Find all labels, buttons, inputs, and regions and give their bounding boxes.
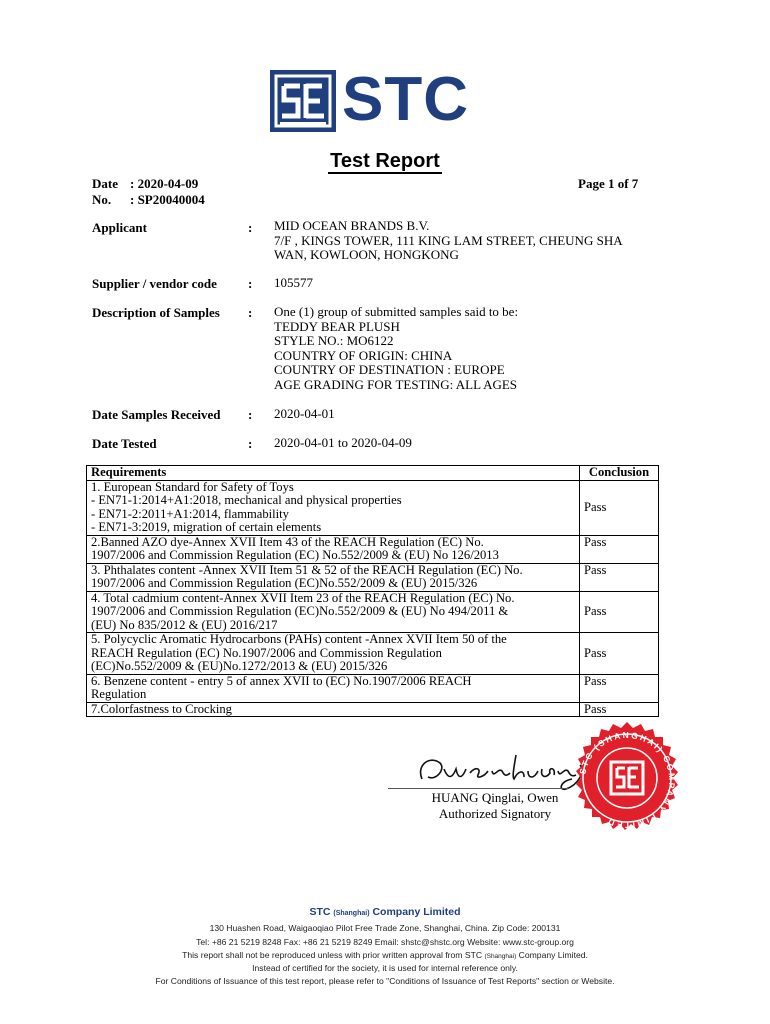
table-row <box>87 480 659 535</box>
requirements-table <box>86 465 659 717</box>
report-number-label: No. <box>92 192 112 207</box>
conclusion-cell: Pass <box>580 633 659 675</box>
signature-line <box>388 788 568 789</box>
report-number-value: : SP20040004 <box>130 192 205 207</box>
footer-contact: Tel: +86 21 5219 8248 Fax: +86 21 5219 8249 Email: shstc@shstc.org Website: www.stc-group.org <box>196 937 574 947</box>
date-tested-label: Date Tested <box>92 436 157 451</box>
footer-notice-internal: Instead of certified for the society, it is used for internal reference only. <box>252 963 518 973</box>
page-number: Page 1 of 7 <box>578 176 639 191</box>
report-title: Test Report <box>330 150 440 172</box>
footer-company-name: STC (Shanghai) Company Limited <box>309 906 461 918</box>
requirements-header: Requirements <box>87 466 580 481</box>
requirement-cell: 6. Benzene content - entry 5 of annex XVII to (EC) No.1907/2006 REACH Regulation <box>87 674 580 702</box>
signatory-title: Authorized Signatory <box>438 806 552 821</box>
footer-notice-conditions: For Conditions of Issuance of this test report, please refer to "Conditions of Issuance of Test Reports" section or Website. <box>155 976 615 986</box>
table-row <box>87 633 659 675</box>
footer-address: 130 Huashen Road, Waigaoqiao Pilot Free Trade Zone, Shanghai, China. Zip Code: 200131 <box>209 923 561 933</box>
date-value: : 2020-04-09 <box>130 176 199 191</box>
description-label: Description of Samples <box>92 305 220 320</box>
date-tested-colon: : <box>248 436 253 451</box>
stc-logo <box>270 65 505 134</box>
supplier-value: 105577 <box>274 275 313 290</box>
requirement-cell: 2.Banned AZO dye-Annex XVII Item 43 of the REACH Regulation (EC) No. 1907/2006 and Commission Regulation (EC) No.552/2009 & (EU) No 126/2013 <box>87 535 580 563</box>
conclusion-header: Conclusion <box>580 466 659 481</box>
table-row <box>87 674 659 702</box>
conclusion-cell: Pass <box>580 674 659 702</box>
table-row <box>87 563 659 591</box>
stc-logo-mark-icon <box>270 70 336 132</box>
description-value: One (1) group of submitted samples said to be: TEDDY BEAR PLUSH STYLE NO.: MO6122 COUNTRY OF ORIGIN: CHINA COUNTRY OF DESTINATION : EUROPE AGE GRADING FOR TESTING: ALL AGES <box>274 304 519 392</box>
requirement-cell: 1. European Standard for Safety of Toys - EN71-1:2014+A1:2018, mechanical and physical properties - EN71-2:2011+A1:2014, flammability - EN71-3:2019, migration of certain elements <box>87 480 580 535</box>
date-received-label: Date Samples Received <box>92 407 221 422</box>
requirement-cell: 7.Colorfastness to Crocking <box>87 702 580 717</box>
applicant-colon: : <box>248 220 253 235</box>
requirement-cell: 3. Phthalates content -Annex XVII Item 51 & 52 of the REACH Regulation (EC) No. 1907/2006 and Commission Regulation (EC)No.552/2009 & (EU) 2015/326 <box>87 563 580 591</box>
table-header-row <box>87 466 659 481</box>
signatory-name: HUANG Qinglai, Owen <box>431 790 559 805</box>
signatory-block <box>400 790 590 822</box>
stc-logo-text: STC <box>342 65 469 134</box>
conclusion-cell: Pass <box>580 591 659 633</box>
date-label: Date <box>92 176 118 191</box>
date-received-colon: : <box>248 407 253 422</box>
date-tested-value: 2020-04-01 to 2020-04-09 <box>274 435 412 450</box>
table-row <box>87 702 659 717</box>
table-row <box>87 535 659 563</box>
applicant-label: Applicant <box>92 220 147 235</box>
description-colon: : <box>248 305 253 320</box>
supplier-label: Supplier / vendor code <box>92 276 217 291</box>
requirement-cell: 5. Polycyclic Aromatic Hydrocarbons (PAHs) content -Annex XVII Item 50 of the REACH Regulation (EC) No.1907/2006 and Commission Regulation (EC)No.552/2009 & (EU)No.1272/2013 & (EU) 2015/326 <box>87 633 580 675</box>
conclusion-cell: Pass <box>580 702 659 717</box>
conclusion-cell: Pass <box>580 480 659 535</box>
svg-text:STC (SHANGHAI) COMPANY LIMITED: STC (SHANGHAI) COMPANY LIMITED <box>577 729 678 831</box>
conclusion-cell: Pass <box>580 563 659 591</box>
applicant-value: MID OCEAN BRANDS B.V. 7/F , KINGS TOWER, 111 KING LAM STREET, CHEUNG SHA WAN, KOWLOON, HONGKONG <box>274 218 623 262</box>
supplier-colon: : <box>248 276 253 291</box>
company-seal-icon <box>567 720 687 840</box>
conclusion-cell: Pass <box>580 535 659 563</box>
requirement-cell: 4. Total cadmium content-Annex XVII Item 23 of the REACH Regulation (EC) No. 1907/2006 and Commission Regulation (EC)No.552/2009 & (EU) No 494/2011 & (EU) No 835/2012 & (EU) 2016/217 <box>87 591 580 633</box>
footer-notice-reproduction: This report shall not be reproduced unless with prior written approval from STC (Shanghai) Company Limited. <box>182 950 588 960</box>
table-row <box>87 591 659 633</box>
date-received-value: 2020-04-01 <box>274 406 335 421</box>
